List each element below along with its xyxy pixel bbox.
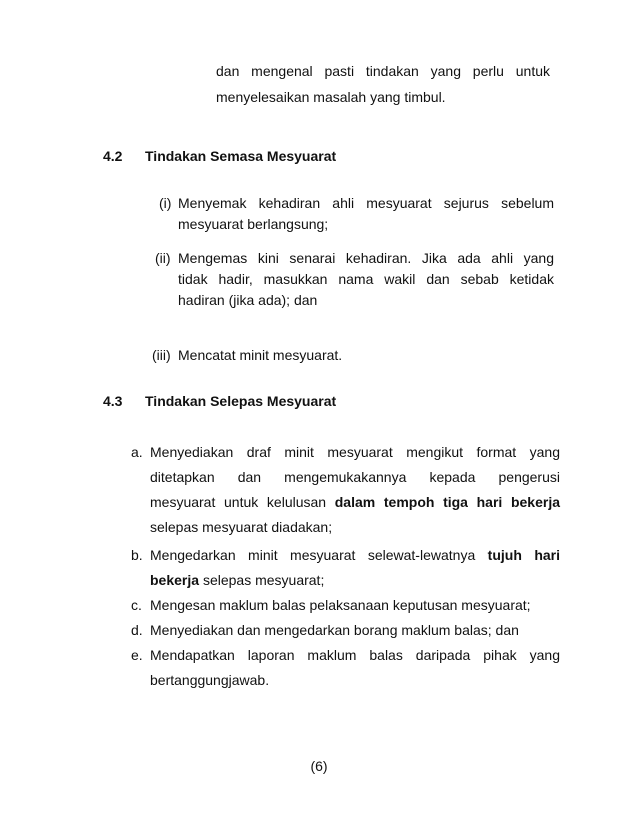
page-number: (6) bbox=[310, 758, 328, 774]
bold-text: bekerja bbox=[150, 572, 200, 588]
section-heading-4-3 bbox=[103, 393, 403, 413]
list-item-line: Mengemas kini senarai kehadiran. Jika ada ahli yang bbox=[178, 250, 554, 266]
list-item-line: bertanggungjawab. bbox=[150, 672, 270, 688]
list-item-line: Menyemak kehadiran ahli mesyuarat sejurus sebelum bbox=[178, 195, 554, 211]
list-marker: c. bbox=[131, 597, 142, 613]
list-item-i bbox=[159, 193, 554, 235]
list-item-line: mesyuarat berlangsung; bbox=[178, 216, 329, 232]
list-item-e bbox=[131, 643, 561, 693]
list-item-line: Menyediakan dan mengedarkan borang maklum balas; dan bbox=[150, 622, 519, 638]
list-item-c bbox=[131, 593, 561, 618]
list-item-line bbox=[150, 490, 560, 515]
section-title: Tindakan Selepas Mesyuarat bbox=[145, 393, 337, 409]
list-marker: a. bbox=[131, 444, 143, 460]
list-marker: (ii) bbox=[155, 250, 171, 266]
list-item-line: Menyediakan draf minit mesyuarat mengikut format yang bbox=[150, 444, 560, 460]
bold-text: dalam tempoh tiga hari bekerja bbox=[334, 494, 561, 510]
list-item-ii bbox=[155, 248, 554, 311]
plain-text: selepas mesyuarat; bbox=[202, 572, 325, 588]
intro-line-2: menyelesaikan masalah yang timbul. bbox=[216, 89, 446, 105]
list-item-line: hadiran (jika ada); dan bbox=[178, 292, 318, 308]
intro-line-1: dan mengenal pasti tindakan yang perlu untuk bbox=[216, 63, 550, 79]
list-marker: (iii) bbox=[152, 347, 171, 363]
list-item-a bbox=[131, 440, 561, 540]
list-item-line: selepas mesyuarat diadakan; bbox=[150, 519, 333, 535]
plain-text: Mengedarkan minit mesyuarat selewat-lewatnya bbox=[150, 547, 476, 563]
list-marker: (i) bbox=[159, 195, 172, 211]
plain-text: mesyuarat untuk kelulusan bbox=[150, 494, 327, 510]
list-marker: b. bbox=[131, 547, 143, 563]
list-item-line: Mencatat minit mesyuarat. bbox=[178, 347, 343, 363]
section-number: 4.3 bbox=[103, 393, 123, 409]
list-item-b bbox=[131, 543, 561, 593]
list-item-iii bbox=[152, 345, 552, 366]
list-item-line: tidak hadir, masukkan nama wakil dan sebab ketidak bbox=[178, 271, 554, 287]
bold-text: tujuh hari bbox=[487, 547, 560, 563]
list-item-line bbox=[150, 568, 560, 593]
section-number: 4.2 bbox=[103, 148, 123, 164]
section-heading-4-2 bbox=[103, 148, 403, 168]
list-item-line: Mendapatkan laporan maklum balas daripada pihak yang bbox=[150, 647, 560, 663]
list-item-d bbox=[131, 618, 561, 643]
list-item-line: Mengesan maklum balas pelaksanaan keputusan mesyuarat; bbox=[150, 597, 531, 613]
list-marker: d. bbox=[131, 622, 143, 638]
list-item-line: ditetapkan dan mengemukakannya kepada pengerusi bbox=[150, 469, 560, 485]
section-title: Tindakan Semasa Mesyuarat bbox=[145, 148, 337, 164]
list-item-line bbox=[150, 543, 560, 568]
list-marker: e. bbox=[131, 647, 143, 663]
